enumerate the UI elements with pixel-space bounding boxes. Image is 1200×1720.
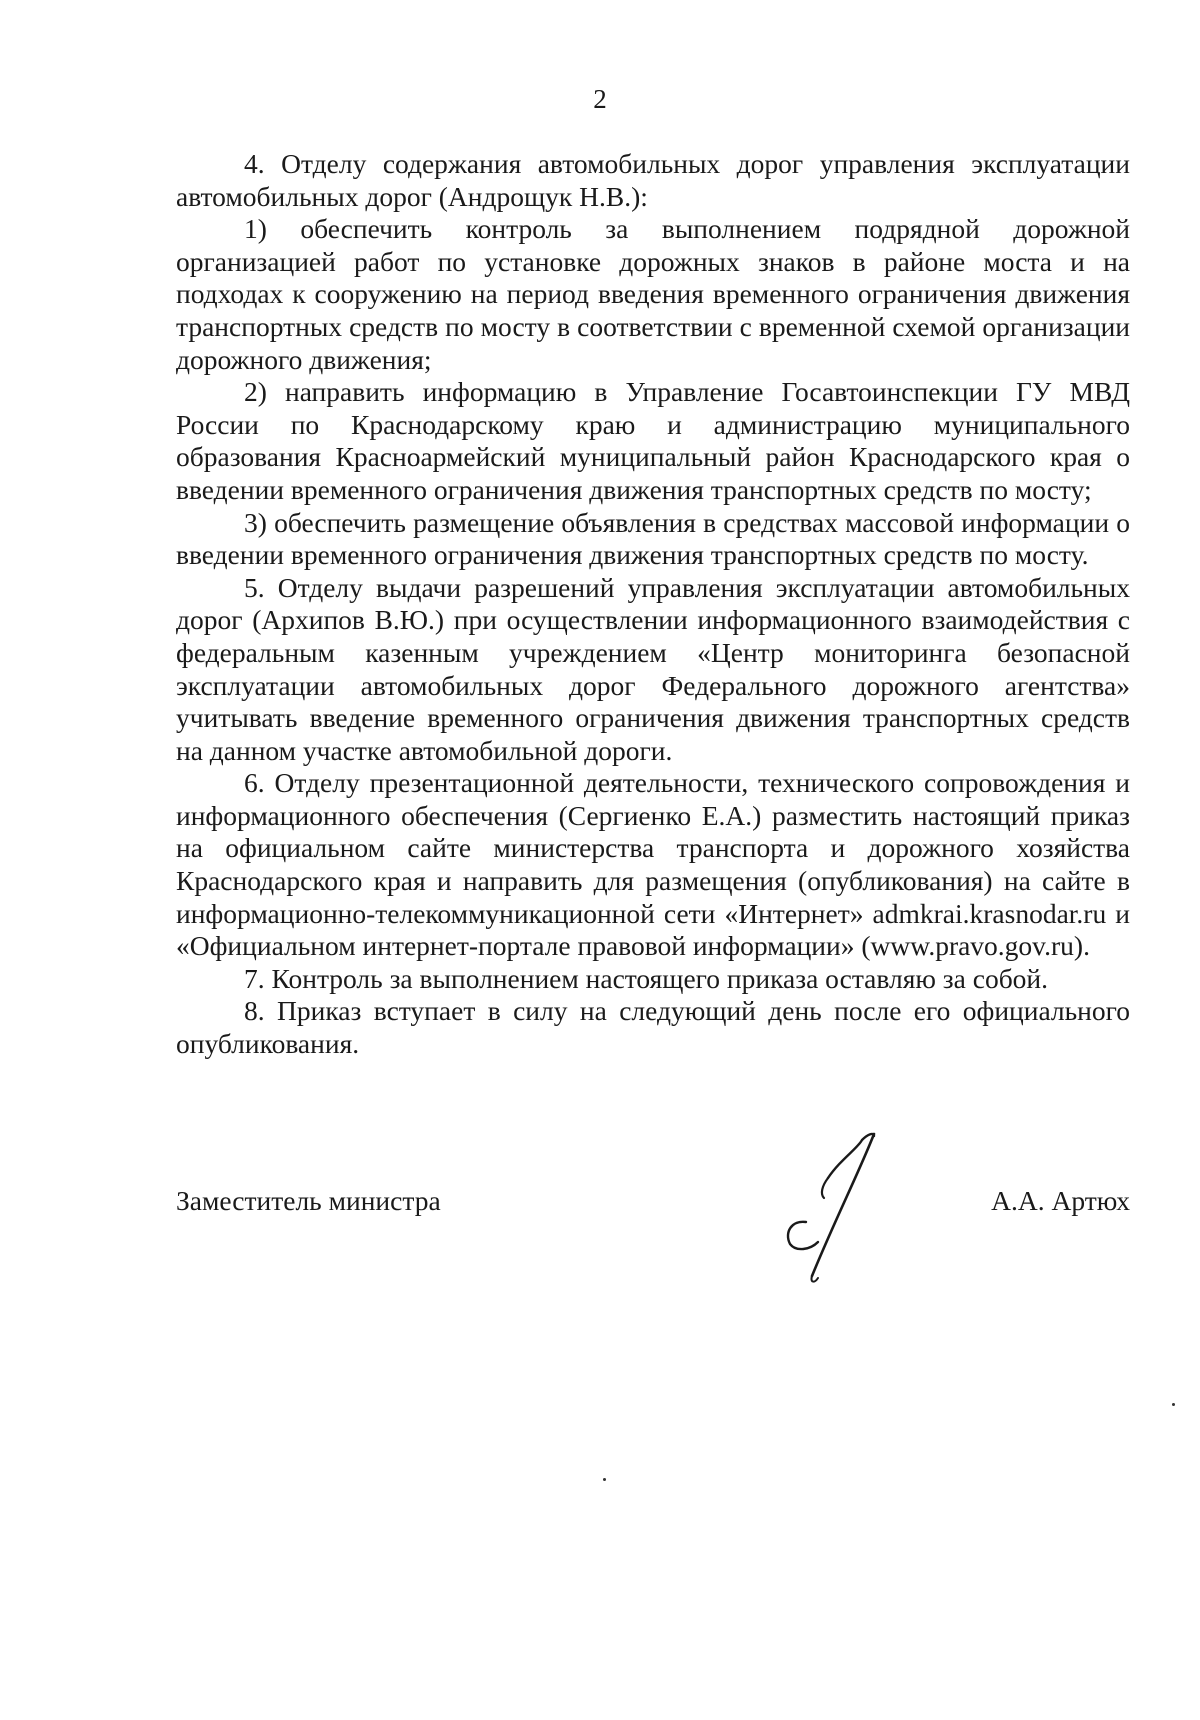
paragraph-item-6: 6. Отделу презентационной деятельности, технического сопровождения и информационного обеспечения (Сергиенко Е.А.) разместить настоящий приказ на официальном сайте министерства транспорта и дорожного хозяйства Краснодарского края и направить для размещения (опубликования) на сайте в информационно-телекоммуникационной сети «Интернет» admkrai.krasnodar.ru и «Официальном интернет-портале правовой информации» (www.pravo.gov.ru). — [176, 767, 1130, 962]
paragraph-item-8: 8. Приказ вступает в силу на следующий день после его официального опубликования. — [176, 995, 1130, 1060]
handwritten-signature-icon — [770, 1110, 930, 1290]
paragraph-item-4-1: 1) обеспечить контроль за выполнением подрядной дорожной организацией работ по установке дорожных знаков в районе моста и на подходах к сооружению на период введения временного ограничения движения транспортных средств по мосту в соответствии с временной схемой организации дорожного движения; — [176, 213, 1130, 375]
order-body — [176, 148, 1130, 1061]
signer-position: Заместитель министра — [176, 1185, 441, 1216]
paragraph-item-5: 5. Отделу выдачи разрешений управления эксплуатации автомобильных дорог (Архипов В.Ю.) при осуществлении информационного взаимодействия с федеральным казенным учреждением «Центр мониторинга безопасной эксплуатации автомобильных дорог Федерального дорожного агентства» учитывать введение временного ограничения движения транспортных средств на данном участке автомобильной дороги. — [176, 571, 1130, 766]
paragraph-item-4: 4. Отделу содержания автомобильных дорог управления эксплуатации автомобильных дорог (Андрощук Н.В.): — [176, 148, 1130, 212]
signature-block — [176, 1184, 1130, 1224]
paragraph-item-4-3: 3) обеспечить размещение объявления в средствах массовой информации о введении временного ограничения движения транспортных средств по мосту. — [176, 506, 1130, 571]
scan-speck — [1172, 1403, 1175, 1406]
signer-name: А.А. Артюх — [991, 1185, 1130, 1216]
page-number: 2 — [593, 84, 607, 114]
paragraph-item-7: 7. Контроль за выполнением настоящего приказа оставляю за собой. — [244, 962, 1049, 994]
paragraph-item-4-2: 2) направить информацию в Управление Госавтоинспекции ГУ МВД России по Краснодарскому краю и администрацию муниципального образования Красноармейский муниципальный район Краснодарского края о введении временного ограничения движения транспортных средств по мосту; — [176, 376, 1130, 505]
scan-speck — [603, 1478, 606, 1481]
